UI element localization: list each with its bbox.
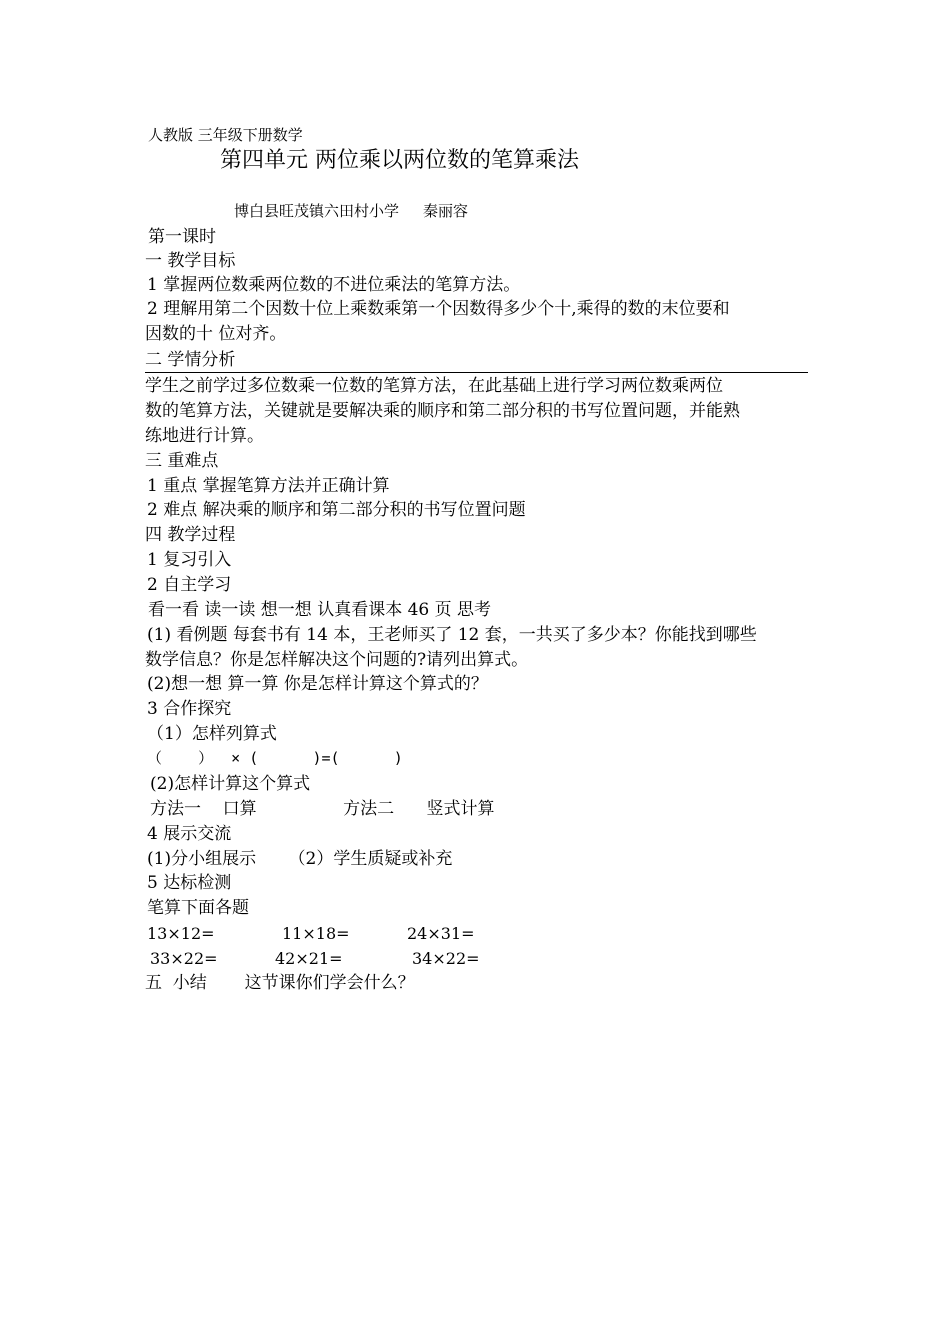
document-title: 第四单元 两位乘以两位数的笔算乘法 (220, 148, 579, 173)
lesson-heading: 第一课时 (148, 227, 216, 247)
analysis-paragraph-line: 练地进行计算。 (145, 426, 264, 446)
process-substep: (2)怎样计算这个算式 (150, 774, 311, 794)
analysis-paragraph-line: 数的笔算方法，关键就是要解决乘的顺序和第二部分积的书写位置问题，并能熟 (145, 401, 740, 421)
exercise-instruction: 笔算下面各题 (147, 898, 249, 918)
process-question: (1) 看例题 每套书有 14 本，王老师买了 12 套，一共买了多少本？你能找到哪些 (147, 625, 757, 645)
process-step: 2 自主学习 (147, 575, 232, 595)
section-heading-summary: 五 小结 这节课你们学会什么？ (145, 973, 415, 993)
process-question-continued: 数学信息？你是怎样解决这个问题的?请列出算式。 (145, 650, 529, 670)
exercise-item: 13×12= (147, 924, 215, 943)
process-step: 4 展示交流 (147, 824, 232, 844)
goal-item: 1 掌握两位数乘两位数的不进位乘法的笔算方法。 (147, 275, 521, 295)
author-school: 博白县旺茂镇六田村小学 (234, 202, 400, 220)
exercise-item: 34×22= (412, 949, 480, 968)
section-divider (145, 372, 808, 373)
author-line (234, 203, 468, 220)
process-step: 5 达标检测 (147, 873, 232, 893)
process-instruction: 看一看 读一读 想一想 认真看课本 46 页 思考 (148, 600, 492, 620)
process-step: 3 合作探究 (147, 699, 232, 719)
publisher-line: 人教版 三年级下册数学 (148, 126, 303, 144)
process-step: 1 复习引入 (147, 550, 232, 570)
exercise-item: 11×18= (282, 924, 350, 943)
method-options: 方法一 口算 方法二 竖式计算 (150, 799, 495, 819)
section-heading-key-points: 三 重难点 (145, 451, 219, 471)
process-substep: （1）怎样列算式 (147, 724, 277, 744)
equation-blanks: （ ） × ( )=( ) (147, 749, 403, 767)
section-heading-process: 四 教学过程 (145, 525, 236, 545)
section-heading-goals: 一 教学目标 (145, 251, 236, 271)
author-name: 秦丽容 (423, 202, 469, 220)
analysis-paragraph-line: 学生之前学过多位数乘一位数的笔算方法，在此基础上进行学习两位数乘两位 (145, 376, 723, 396)
display-substeps: (1)分小组展示 （2）学生质疑或补充 (147, 849, 453, 869)
exercise-item: 24×31= (407, 924, 475, 943)
key-point-item: 1 重点 掌握笔算方法并正确计算 (147, 476, 390, 496)
goal-item: 2 理解用第二个因数十位上乘数乘第一个因数得多少个十,乘得的数的末位要和 (147, 299, 730, 319)
difficulty-item: 2 难点 解决乘的顺序和第二部分积的书写位置问题 (147, 500, 526, 520)
exercise-item: 42×21= (275, 949, 343, 968)
section-heading-analysis: 二 学情分析 (145, 350, 236, 370)
process-question: (2)想一想 算一算 你是怎样计算这个算式的？ (147, 674, 488, 694)
goal-item-continued: 因数的十 位对齐。 (145, 324, 287, 344)
exercise-item: 33×22= (150, 949, 218, 968)
